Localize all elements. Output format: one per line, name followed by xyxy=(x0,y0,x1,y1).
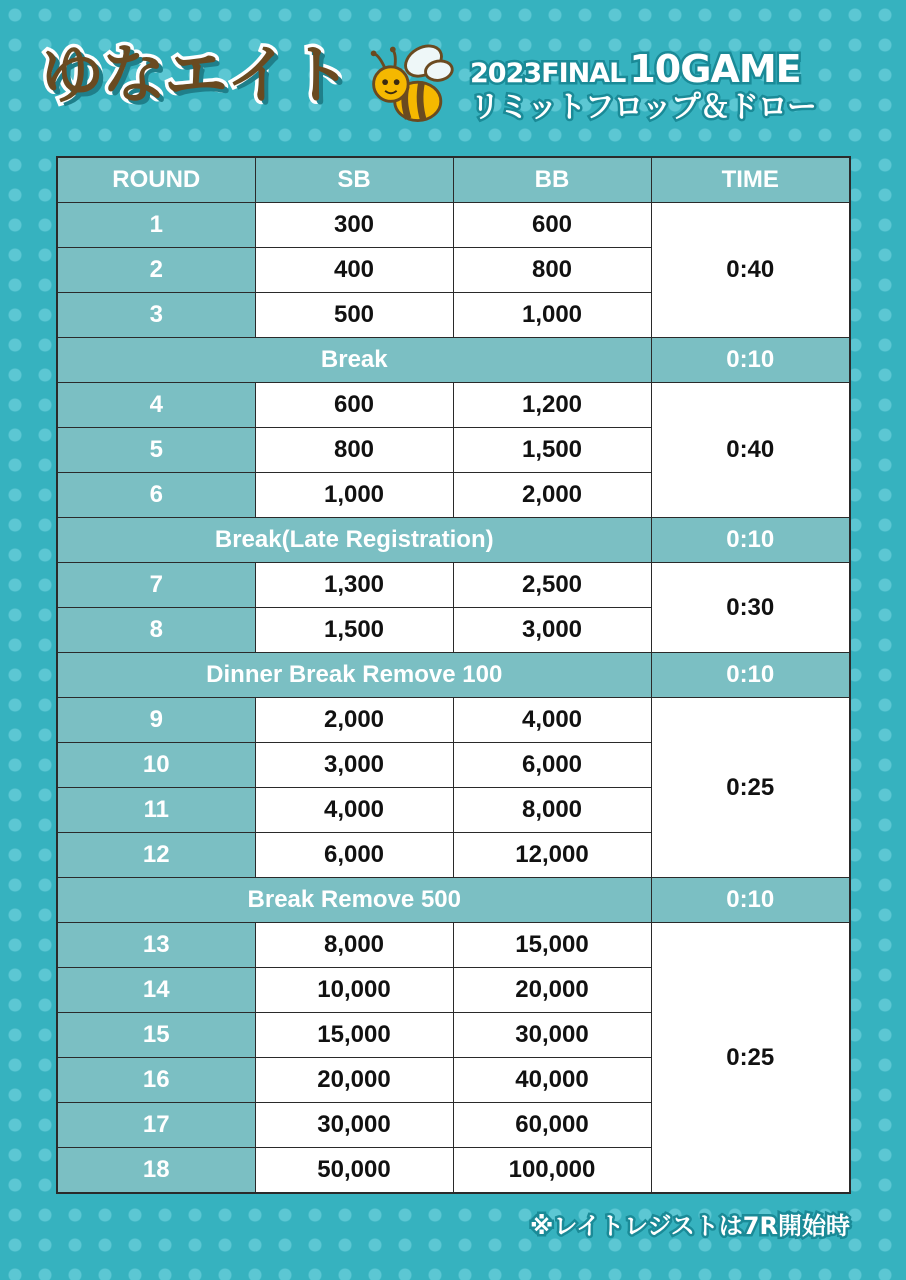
bb-cell: 2,500 xyxy=(453,563,651,608)
round-cell: 6 xyxy=(57,473,255,518)
blind-structure-table xyxy=(56,156,851,1194)
round-cell: 7 xyxy=(57,563,255,608)
sb-cell: 4,000 xyxy=(255,788,453,833)
bb-cell: 12,000 xyxy=(453,833,651,878)
sb-cell: 800 xyxy=(255,428,453,473)
bb-cell: 15,000 xyxy=(453,923,651,968)
late-registration-note: ※レイトレジストは7R開始時 xyxy=(530,1212,850,1240)
sb-cell: 50,000 xyxy=(255,1148,453,1194)
break-row xyxy=(57,653,850,698)
bb-cell: 1,200 xyxy=(453,383,651,428)
bb-cell: 60,000 xyxy=(453,1103,651,1148)
break-label: Break(Late Registration) xyxy=(57,518,651,563)
sb-cell: 1,300 xyxy=(255,563,453,608)
time-cell: 0:40 xyxy=(651,203,850,338)
round-cell: 2 xyxy=(57,248,255,293)
bb-cell: 20,000 xyxy=(453,968,651,1013)
sb-cell: 300 xyxy=(255,203,453,248)
bb-cell: 4,000 xyxy=(453,698,651,743)
time-cell: 0:40 xyxy=(651,383,850,518)
break-time: 0:10 xyxy=(651,338,850,383)
sb-cell: 15,000 xyxy=(255,1013,453,1058)
sb-cell: 500 xyxy=(255,293,453,338)
event-title xyxy=(470,47,801,91)
round-cell: 14 xyxy=(57,968,255,1013)
break-time: 0:10 xyxy=(651,653,850,698)
bb-cell: 40,000 xyxy=(453,1058,651,1103)
sb-cell: 20,000 xyxy=(255,1058,453,1103)
sb-cell: 6,000 xyxy=(255,833,453,878)
round-cell: 13 xyxy=(57,923,255,968)
bb-cell: 6,000 xyxy=(453,743,651,788)
bb-cell: 800 xyxy=(453,248,651,293)
logo: ゆなエイト xyxy=(40,39,350,113)
round-cell: 16 xyxy=(57,1058,255,1103)
sb-cell: 30,000 xyxy=(255,1103,453,1148)
bb-cell: 3,000 xyxy=(453,608,651,653)
bb-cell: 1,000 xyxy=(453,293,651,338)
break-label: Dinner Break Remove 100 xyxy=(57,653,651,698)
break-row xyxy=(57,518,850,563)
table-row xyxy=(57,698,850,743)
time-header: TIME xyxy=(651,157,850,203)
game-number: 10GAME xyxy=(629,47,801,91)
bb-cell: 30,000 xyxy=(453,1013,651,1058)
time-cell: 0:25 xyxy=(651,698,850,878)
sb-cell: 2,000 xyxy=(255,698,453,743)
round-cell: 8 xyxy=(57,608,255,653)
sb-cell: 400 xyxy=(255,248,453,293)
event-year: 2023FINAL xyxy=(470,58,626,89)
break-label: Break Remove 500 xyxy=(57,878,651,923)
sb-cell: 1,000 xyxy=(255,473,453,518)
table-row xyxy=(57,923,850,968)
bb-cell: 600 xyxy=(453,203,651,248)
table-row xyxy=(57,383,850,428)
bb-cell: 100,000 xyxy=(453,1148,651,1194)
bee-icon xyxy=(364,38,460,134)
game-type: リミットフロップ＆ドロー xyxy=(470,90,816,125)
sb-header: SB xyxy=(255,157,453,203)
sb-cell: 1,500 xyxy=(255,608,453,653)
round-cell: 1 xyxy=(57,203,255,248)
round-cell: 4 xyxy=(57,383,255,428)
sb-cell: 10,000 xyxy=(255,968,453,1013)
break-row xyxy=(57,338,850,383)
break-row xyxy=(57,878,850,923)
bb-header: BB xyxy=(453,157,651,203)
round-cell: 10 xyxy=(57,743,255,788)
bb-cell: 8,000 xyxy=(453,788,651,833)
bb-cell: 1,500 xyxy=(453,428,651,473)
break-time: 0:10 xyxy=(651,518,850,563)
sb-cell: 600 xyxy=(255,383,453,428)
bb-cell: 2,000 xyxy=(453,473,651,518)
time-cell: 0:25 xyxy=(651,923,850,1194)
round-header: ROUND xyxy=(57,157,255,203)
round-cell: 5 xyxy=(57,428,255,473)
table-row xyxy=(57,203,850,248)
table-header-row xyxy=(57,157,850,203)
round-cell: 9 xyxy=(57,698,255,743)
round-cell: 18 xyxy=(57,1148,255,1194)
break-time: 0:10 xyxy=(651,878,850,923)
round-cell: 15 xyxy=(57,1013,255,1058)
sb-cell: 8,000 xyxy=(255,923,453,968)
time-cell: 0:30 xyxy=(651,563,850,653)
round-cell: 12 xyxy=(57,833,255,878)
round-cell: 3 xyxy=(57,293,255,338)
table-row xyxy=(57,563,850,608)
sb-cell: 3,000 xyxy=(255,743,453,788)
round-cell: 17 xyxy=(57,1103,255,1148)
round-cell: 11 xyxy=(57,788,255,833)
break-label: Break xyxy=(57,338,651,383)
